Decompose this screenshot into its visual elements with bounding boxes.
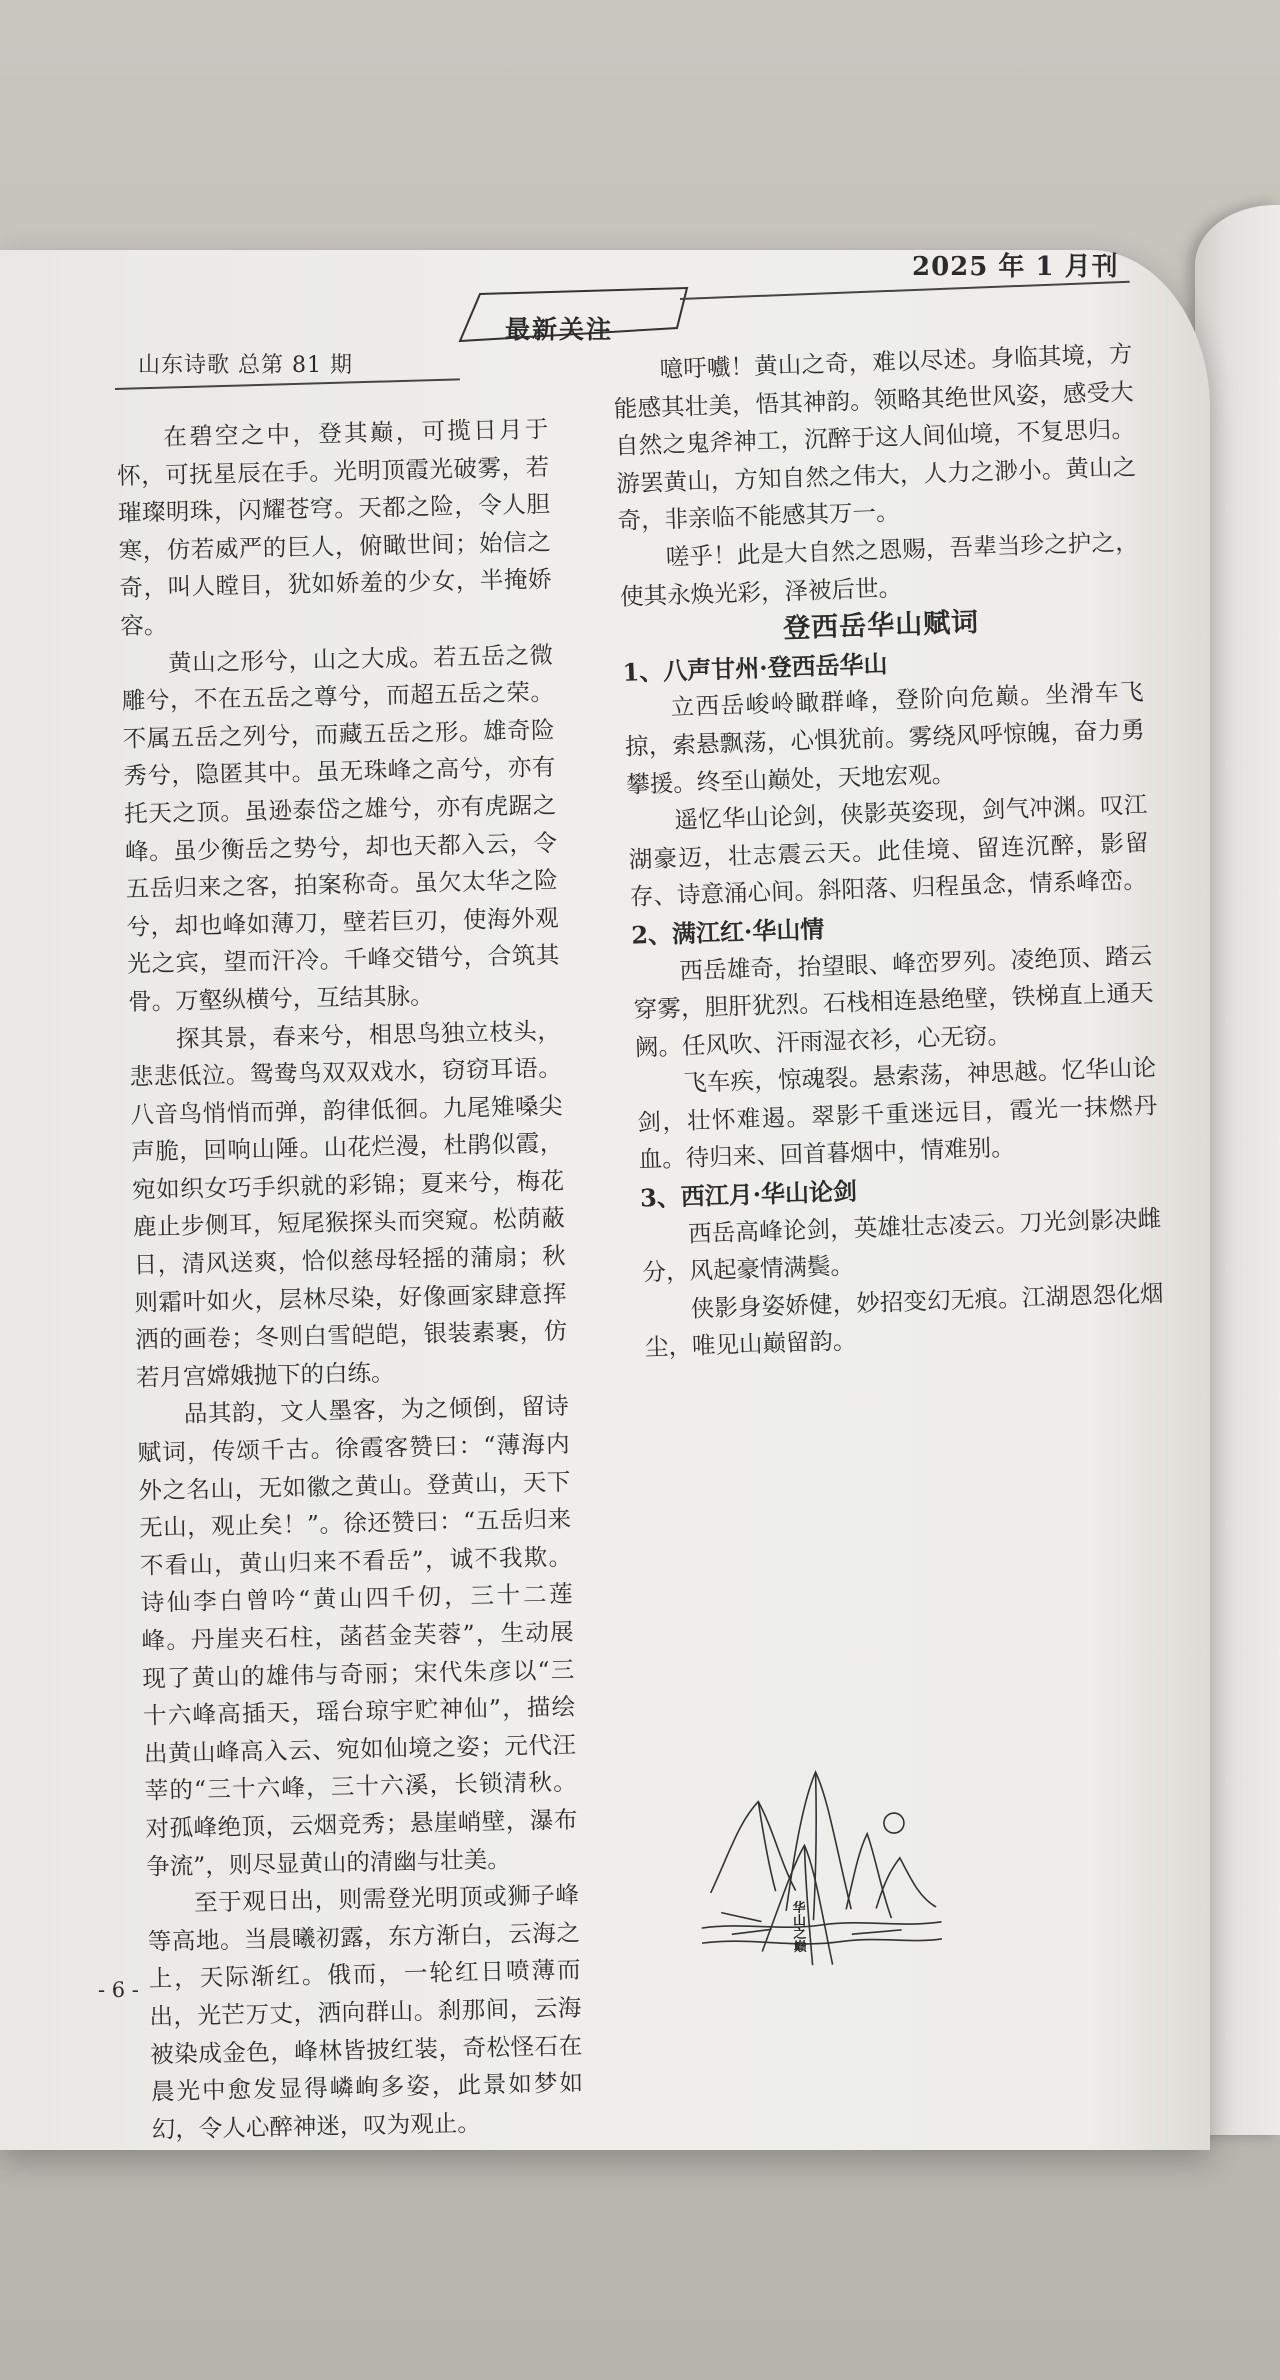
poem-title: 3、西江月·华山论剑 [639, 1176, 858, 1213]
right-column [612, 336, 1165, 1368]
illustration-caption: 华山之巅 [789, 1900, 806, 1953]
paragraph: 品其韵，文人墨客，为之倾倒，留诗赋词，传颂千古。徐霞客赞曰：“薄海内外之名山，无如徽之黄山。登黄山，天下无山，观止矣！”。徐还赞曰：“五岳归来不看山，黄山归来不看岳”，诚不我欺。诗仙李白曾吟“黄山四千仞，三十二莲峰。丹崖夹石柱，菡萏金芙蓉”，生动展现了黄山的雄伟与奇丽；宋代朱彦以“三十六峰高插天，瑶台琼宇贮神仙”，描绘出黄山峰高入云、宛如仙境之姿；元代汪莘的“三十六峰，三十六溪，长锁清秋。对孤峰绝顶，云烟竞秀；悬崖峭壁，瀑布争流”，则尽显黄山的清幽与壮美。 [137, 1392, 578, 1881]
poem-stanza: 飞车疾，惊魂裂。悬索荡，神思越。忆华山论剑，壮怀难遏。翠影千重迷远目，霞光一抹燃丹血。待归来、回首暮烟中，情难别。 [637, 1053, 1158, 1175]
poem-stanza: 立西岳峻岭瞰群峰，登阶向危巅。坐滑车飞掠，索悬飘荡，心惧犹前。雾绕风呼惊魄，奋力勇攀援。终至山巅处，天地宏观。 [624, 677, 1146, 799]
paragraph: 嗟乎！此是大自然之恩赐，吾辈当珍之护之，使其永焕光彩，泽被后世。 [619, 527, 1140, 611]
section-title: 登西岳华山赋词 [782, 607, 980, 645]
paragraph: 探其景，春来兮，相思鸟独立枝头，悲悲低泣。鸳鸯鸟双双戏水，窃窃耳语。八音鸟悄悄而弹，韵律低徊。九尾雉嗓尖声脆，回响山陲。山花烂漫，杜鹃似霞，宛如织女巧手织就的彩锦；夏来兮，梅花鹿止步侧耳，短尾猴探头而突窥。松荫蔽日，清风送爽，恰似慈母轻摇的蒲扇；秋则霜叶如火，层林尽染，好像画家肆意挥洒的画卷；冬则白雪皑皑，银装素裹，仿若月宫嫦娥抛下的白练。 [129, 1016, 568, 1392]
journal-issue: 山东诗歌 总第 81 期 [138, 353, 353, 378]
section-label: 最新关注 [505, 315, 614, 344]
page-number: - 6 - [98, 1978, 139, 2002]
paragraph: 噫吁嚱！黄山之奇，难以尽述。身临其境，方能感其壮美，悟其神韵。领略其绝世风姿，感受大自然之鬼斧神工，沉醉于这人间仙境，不复思归。游罢黄山，方知自然之伟大，人力之渺小。黄山之奇，非亲临不能感其万一。 [613, 339, 1137, 536]
poem-title: 2、满江红·华山情 [630, 914, 825, 950]
paragraph: 至于观日出，则需登光明顶或狮子峰等高地。当晨曦初露，东方渐白，云海之上，天际渐红。俄而，一轮红日喷薄而出，光芒万丈，洒向群山。刹那间，云海被染成金色，峰林皆披红装，奇松怪石在晨光中愈发显得嶙峋多姿，此景如梦如幻，令人心醉神迷，叹为观止。 [147, 1880, 584, 2144]
poem-stanza: 西岳高峰论剑，英雄壮志凌云。刀光剑影决雌分，风起豪情满鬓。 [642, 1203, 1162, 1287]
poem-stanza: 西岳雄奇，抬望眼、峰峦罗列。凌绝顶、踏云穿雾，胆肝犹烈。石栈相连悬绝壁，铁梯直上通天阙。任风吹、汗雨湿衣衫，心无窃。 [633, 940, 1154, 1062]
poem-stanza: 侠影身姿娇健，妙招变幻无痕。江湖恩怨化烟尘，唯见山巅留韵。 [644, 1279, 1164, 1362]
left-column [116, 411, 584, 2149]
poem-title: 1、八声甘州·登西岳华山 [622, 648, 888, 687]
paragraph: 黄山之形兮，山之大成。若五岳之微雕兮，不在五岳之尊兮，而超五岳之荣。不属五岳之列兮，而藏五岳之形。雄奇险秀兮，隐匿其中。虽无珠峰之高兮，亦有托天之顶。虽逊泰岱之雄兮，亦有虎踞之峰。虽少衡岳之势兮，却也天都入云，令五岳归来之客，拍案称奇。虽欠太华之险兮，却也峰如薄刀，壁若巨刃，使海外观光之宾，望而汗冷。千峰交错兮，合筑其骨。万壑纵横兮，互结其脉。 [121, 640, 560, 1016]
mountain-illustration [697, 1757, 942, 1973]
paragraph: 在碧空之中，登其巅，可揽日月于怀，可抚星辰在手。光明顶霞光破雾，若璀璨明珠，闪耀苍穹。天都之险，令人胆寒，仿若威严的巨人，俯瞰世间；始信之奇，叫人瞠目，犹如娇羞的少女，半掩娇容。 [116, 414, 552, 640]
poem-stanza: 遥忆华山论剑，侠影英姿现，剑气冲渊。叹江湖豪迈，壮志震云天。此佳境、留连沉醉，影留存、诗意涌心间。斜阳落、归程虽念，情系峰峦。 [628, 790, 1149, 912]
issue-date: 2025 年 1 月刊 [912, 252, 1119, 282]
